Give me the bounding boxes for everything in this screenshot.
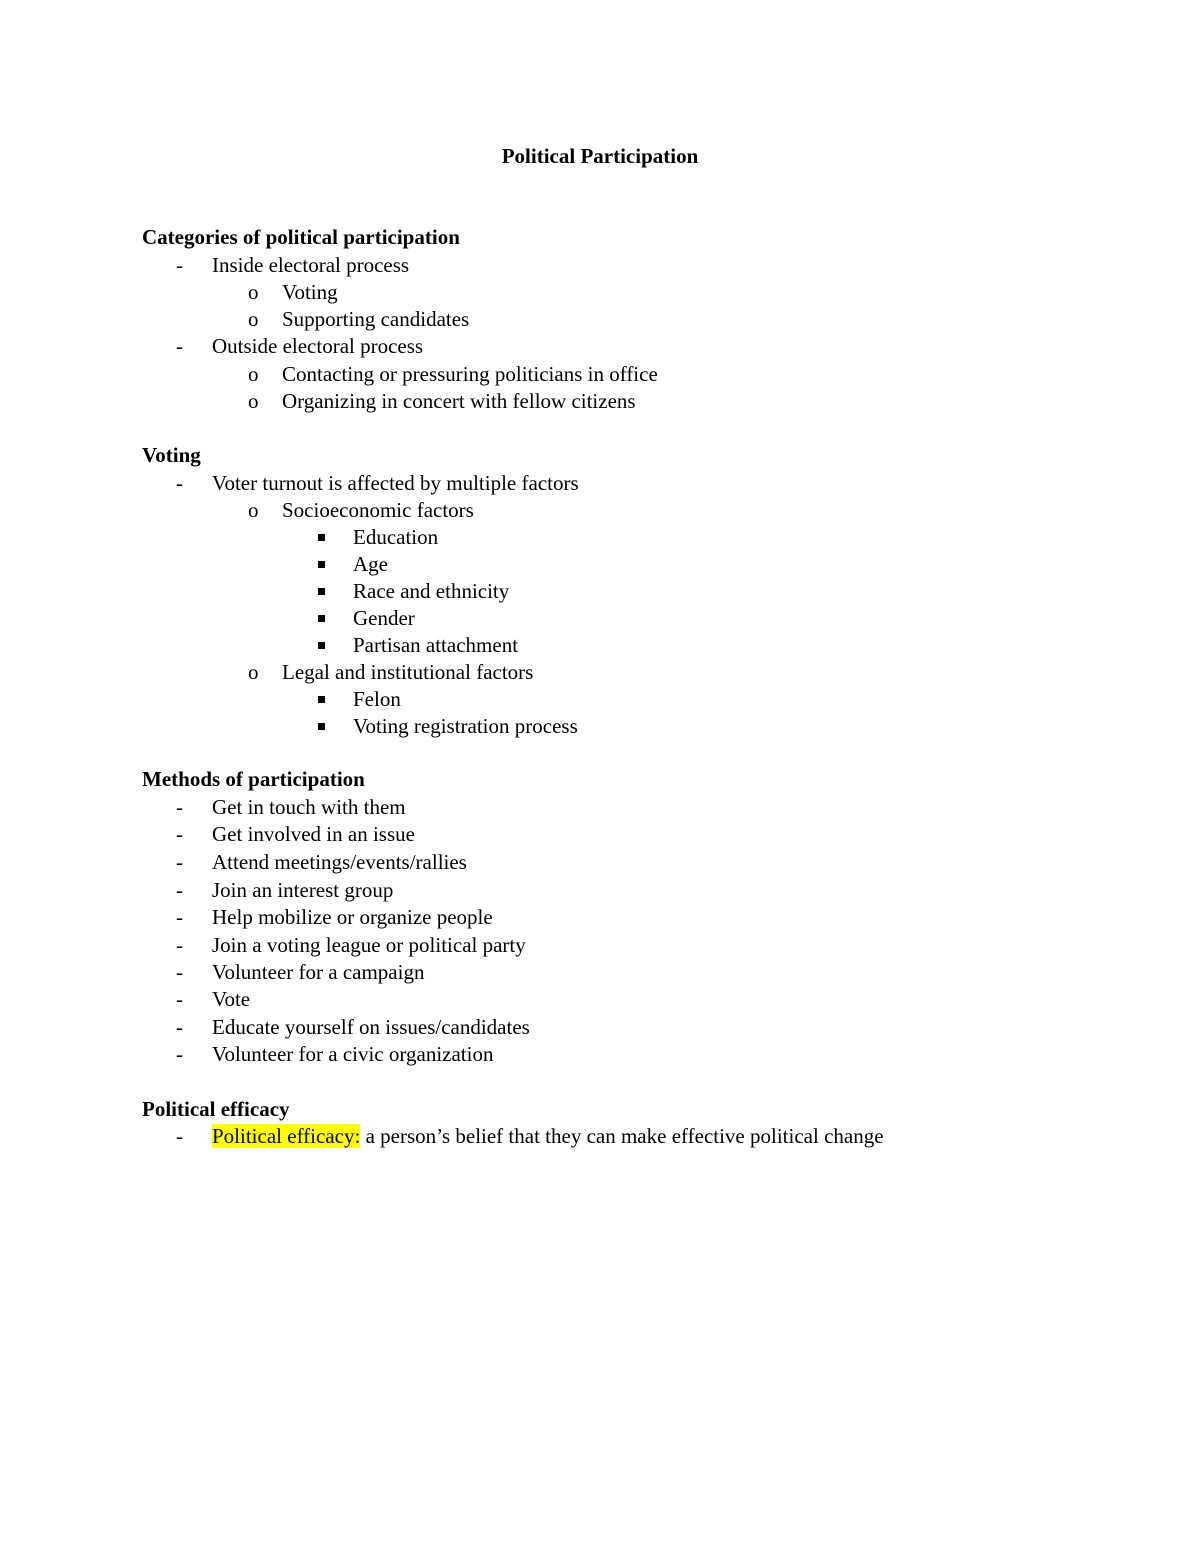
dash-bullet: -	[176, 905, 183, 929]
circle-bullet: o	[248, 660, 259, 684]
dash-bullet: -	[176, 334, 183, 358]
dash-bullet: -	[176, 933, 183, 957]
dash-bullet: -	[176, 1015, 183, 1039]
list-item: Legal and institutional factors	[282, 660, 534, 684]
list-item: Vote	[212, 987, 251, 1011]
square-bullet	[318, 551, 325, 578]
list-item: Gender	[353, 606, 415, 630]
list-item: Get in touch with them	[212, 795, 406, 819]
definition-line	[212, 1123, 884, 1150]
list-item: Help mobilize or organize people	[212, 905, 493, 929]
dash-bullet: -	[176, 795, 183, 819]
list-item: Socioeconomic factors	[282, 498, 474, 522]
list-item: Voting registration process	[353, 714, 578, 738]
dash-bullet: -	[176, 960, 183, 984]
definition-text: a person’s belief that they can make effective political change	[360, 1124, 884, 1148]
list-item: Join an interest group	[212, 878, 394, 902]
dash-bullet: -	[176, 987, 183, 1011]
list-item: Age	[353, 552, 388, 576]
square-bullet	[318, 578, 325, 605]
square-bullet	[318, 524, 325, 551]
list-item: Contacting or pressuring politicians in office	[282, 362, 658, 386]
circle-bullet: o	[248, 307, 259, 331]
dash-bullet: -	[176, 253, 183, 277]
list-item: Race and ethnicity	[353, 579, 510, 603]
list-item: Voting	[282, 280, 338, 304]
list-item: Educate yourself on issues/candidates	[212, 1015, 530, 1039]
section-heading-methods: Methods of participation	[142, 767, 365, 791]
dash-bullet: -	[176, 878, 183, 902]
list-item: Attend meetings/events/rallies	[212, 850, 467, 874]
highlighted-term: Political efficacy:	[212, 1124, 361, 1148]
list-item: Join a voting league or political party	[212, 933, 526, 957]
dash-bullet: -	[176, 1042, 183, 1066]
list-item: Partisan attachment	[353, 633, 519, 657]
circle-bullet: o	[248, 362, 259, 386]
list-item: Volunteer for a civic organization	[212, 1042, 494, 1066]
section-heading-efficacy: Political efficacy	[142, 1097, 290, 1121]
list-item: Education	[353, 525, 439, 549]
dash-bullet: -	[176, 1124, 183, 1148]
section-heading-voting: Voting	[142, 443, 201, 467]
list-item: Get involved in an issue	[212, 822, 415, 846]
list-item: Supporting candidates	[282, 307, 470, 331]
page-title: Political Participation	[501, 144, 699, 168]
dash-bullet: -	[176, 822, 183, 846]
circle-bullet: o	[248, 498, 259, 522]
list-item: Inside electoral process	[212, 253, 410, 277]
square-bullet	[318, 686, 325, 713]
square-bullet	[318, 605, 325, 632]
list-item: Organizing in concert with fellow citizens	[282, 389, 636, 413]
list-item: Volunteer for a campaign	[212, 960, 425, 984]
square-bullet	[318, 713, 325, 740]
section-heading-categories: Categories of political participation	[142, 225, 460, 249]
list-item: Outside electoral process	[212, 334, 424, 358]
circle-bullet: o	[248, 280, 259, 304]
list-item: Felon	[353, 687, 401, 711]
square-bullet	[318, 632, 325, 659]
circle-bullet: o	[248, 389, 259, 413]
list-item: Voter turnout is affected by multiple factors	[212, 471, 579, 495]
dash-bullet: -	[176, 471, 183, 495]
dash-bullet: -	[176, 850, 183, 874]
